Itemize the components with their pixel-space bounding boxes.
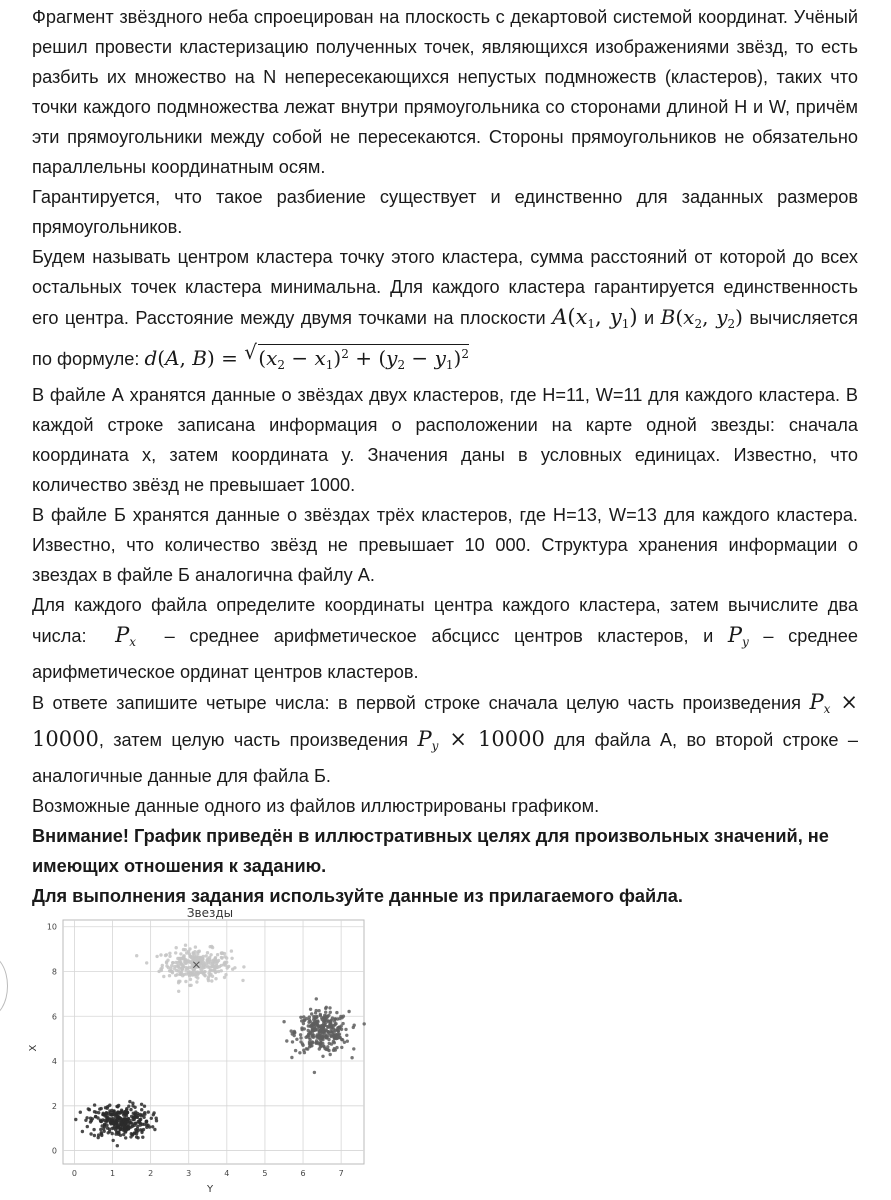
star-point <box>298 1051 301 1054</box>
star-point <box>318 1047 321 1050</box>
star-point <box>116 1110 119 1113</box>
star-point <box>316 1033 319 1036</box>
star-point <box>307 1029 310 1032</box>
star-point <box>128 1126 131 1129</box>
star-point <box>184 980 187 983</box>
star-point <box>335 1011 338 1014</box>
star-point <box>150 1117 153 1120</box>
star-point <box>350 1056 353 1059</box>
star-point <box>310 1012 313 1015</box>
star-point <box>319 1013 322 1016</box>
y-tick-label: 0 <box>51 1146 57 1156</box>
star-point <box>329 1011 332 1014</box>
star-point <box>323 1014 326 1017</box>
star-point <box>325 1006 328 1009</box>
star-point <box>145 961 148 964</box>
star-point <box>324 1021 327 1024</box>
paragraph-8: Возможные данные одного из файлов иллюстрированы графиком. <box>32 796 600 816</box>
star-point <box>340 1028 343 1031</box>
star-point <box>331 1016 334 1019</box>
star-point <box>290 1029 293 1032</box>
x-tick-label: 1 <box>109 1169 116 1178</box>
px-symbol: $P_x$ <box>115 623 137 649</box>
star-point <box>151 1125 154 1128</box>
star-point <box>112 1127 115 1130</box>
star-point <box>205 954 208 957</box>
star-point <box>329 1027 332 1030</box>
star-point <box>147 1110 150 1113</box>
star-point <box>97 1111 100 1114</box>
x-tick-label: 6 <box>300 1169 306 1178</box>
star-point <box>129 1108 132 1111</box>
star-point <box>317 1009 320 1012</box>
star-point <box>152 1111 155 1114</box>
star-point <box>86 1125 89 1128</box>
star-point <box>293 1034 296 1037</box>
instruction-note: Для выполнения задания используйте данные из прилагаемого файла. <box>32 886 683 906</box>
star-point <box>179 952 182 955</box>
star-point <box>143 1105 146 1108</box>
star-point <box>188 966 191 969</box>
star-point <box>189 978 192 981</box>
star-point <box>322 1025 325 1028</box>
star-point <box>330 1030 333 1033</box>
star-point <box>194 945 197 948</box>
star-point <box>299 1036 302 1039</box>
star-point <box>170 964 173 967</box>
star-point <box>211 975 214 978</box>
star-point <box>326 1048 329 1051</box>
star-point <box>225 956 228 959</box>
star-point <box>226 966 229 969</box>
star-point <box>285 1039 288 1042</box>
star-point <box>116 1144 119 1147</box>
chart-svg <box>26 902 371 1194</box>
star-point <box>84 1119 87 1122</box>
star-point <box>184 958 187 961</box>
x-tick-label: 3 <box>186 1169 192 1178</box>
star-point <box>214 977 217 980</box>
star-point <box>316 1041 319 1044</box>
scatter-chart <box>26 902 371 1194</box>
star-point <box>206 951 209 954</box>
py-product: $P_y \times 10000$ <box>417 727 545 753</box>
star-point <box>178 980 181 983</box>
star-point <box>135 1135 138 1138</box>
star-point <box>92 1128 95 1131</box>
star-point <box>148 1125 151 1128</box>
star-point <box>187 971 190 974</box>
y-tick-label: 10 <box>46 922 57 932</box>
star-point <box>123 1116 126 1119</box>
star-point <box>112 1139 115 1142</box>
star-point <box>178 960 181 963</box>
star-point <box>206 977 209 980</box>
star-point <box>135 954 138 957</box>
star-point <box>295 1038 298 1041</box>
star-point <box>93 1103 96 1106</box>
formula-label: вычисляется по формуле: <box>32 308 858 369</box>
star-point <box>160 966 163 969</box>
star-point <box>184 948 187 951</box>
star-point <box>201 956 204 959</box>
star-point <box>346 1040 349 1043</box>
star-point <box>294 1049 297 1052</box>
star-point <box>345 1034 348 1037</box>
star-point <box>145 1120 148 1123</box>
star-point <box>125 1107 128 1110</box>
star-point <box>340 1046 343 1049</box>
star-point <box>138 1118 141 1121</box>
star-point <box>335 1034 338 1037</box>
star-point <box>74 1118 77 1121</box>
star-point <box>311 1029 314 1032</box>
star-point <box>230 949 233 952</box>
star-point <box>202 966 205 969</box>
star-point <box>242 965 245 968</box>
star-point <box>100 1107 103 1110</box>
star-point <box>119 1134 122 1137</box>
star-point <box>87 1107 90 1110</box>
star-point <box>139 1121 142 1124</box>
star-point <box>120 1109 123 1112</box>
star-point <box>96 1116 99 1119</box>
star-point <box>311 1032 314 1035</box>
star-point <box>159 953 162 956</box>
star-point <box>173 967 176 970</box>
star-point <box>212 964 215 967</box>
star-point <box>162 975 165 978</box>
point-a-formula: $A(x_1$, $y_1$) <box>552 305 638 331</box>
star-point <box>352 1026 355 1029</box>
star-point <box>324 1028 327 1031</box>
star-point <box>165 953 168 956</box>
star-point <box>93 1134 96 1137</box>
chart-x-label: Y <box>206 1184 214 1194</box>
star-point <box>182 973 185 976</box>
star-point <box>203 974 206 977</box>
star-point <box>106 1119 109 1122</box>
paragraph-3-text: Будем называть центром кластера точку этого кластера, сумма расстояний от которой до всех остальных точек кластера минимальна. Для каждого кластера гарантируется единственность его центра. Расстояние между двумя точками на плоскости <box>32 247 858 328</box>
star-point <box>340 1038 343 1041</box>
chart-y-label: X <box>28 1044 39 1052</box>
star-point <box>308 1042 311 1045</box>
star-point <box>223 976 226 979</box>
star-point <box>107 1131 110 1134</box>
star-point <box>170 970 173 973</box>
star-point <box>332 1049 335 1052</box>
star-point <box>178 957 181 960</box>
paragraph-6: Для каждого файла определите координаты центра каждого кластера, затем вычислите два числа: $P_x$ – среднее арифметическое абсцисс центров кластеров, и $P_y$ – среднее арифметическое ординат центров кластеров. <box>32 595 858 682</box>
star-point <box>188 984 191 987</box>
star-point <box>307 1021 310 1024</box>
x-tick-label: 0 <box>71 1169 77 1178</box>
star-point <box>174 961 177 964</box>
y-tick-label: 2 <box>51 1101 57 1111</box>
star-point <box>196 976 199 979</box>
star-point <box>223 962 226 965</box>
distance-formula: d(A, B) = √ $(x_2 - x_1)^2 + (y_2 - y_1)^2$ <box>144 340 469 372</box>
star-point <box>190 956 193 959</box>
star-point <box>347 1010 350 1013</box>
star-point <box>197 956 200 959</box>
star-point <box>299 1016 302 1019</box>
star-point <box>181 957 184 960</box>
star-point <box>89 1117 92 1120</box>
star-point <box>142 1116 145 1119</box>
star-point <box>143 1111 146 1114</box>
star-point <box>211 960 214 963</box>
star-point <box>99 1128 102 1131</box>
star-point <box>293 1030 296 1033</box>
star-point <box>327 1038 330 1041</box>
paragraph-3 <box>32 242 858 380</box>
star-point <box>332 1024 335 1027</box>
chart-title: Звезды <box>186 906 234 920</box>
star-point <box>299 1033 302 1036</box>
star-point <box>315 1009 318 1012</box>
star-point <box>115 1105 118 1108</box>
star-point <box>111 1118 114 1121</box>
star-point <box>195 980 198 983</box>
star-point <box>101 1124 104 1127</box>
star-point <box>165 964 168 967</box>
star-point <box>168 952 171 955</box>
star-point <box>126 1120 129 1123</box>
star-point <box>290 1056 293 1059</box>
x-tick-label: 2 <box>148 1169 154 1178</box>
star-point <box>118 1116 121 1119</box>
star-point <box>155 955 158 958</box>
star-point <box>338 1017 341 1020</box>
star-point <box>141 1136 144 1139</box>
star-point <box>218 965 221 968</box>
star-point <box>140 1103 143 1106</box>
margin-circle <box>0 955 8 1017</box>
star-point <box>100 1132 103 1135</box>
star-point <box>363 1022 366 1025</box>
py-symbol: $P_y$ <box>727 623 749 649</box>
star-point <box>202 962 205 965</box>
star-point <box>315 997 318 1000</box>
star-point <box>168 974 171 977</box>
star-point <box>233 966 236 969</box>
star-point <box>188 974 191 977</box>
star-point <box>203 970 206 973</box>
star-point <box>128 1100 131 1103</box>
star-point <box>180 971 183 974</box>
star-point <box>301 1044 304 1047</box>
star-point <box>328 1042 331 1045</box>
paragraph-1: Фрагмент звёздного неба спроецирован на плоскость с декартовой системой координат. Учёный решил провести кластеризацию полученных точек, являющихся изображениями звёзд, то есть разбить их множество на N непересекающихся непустых подмножеств (кластеров), таких что точки каждого подмножества лежат внутри прямоугольника со сторонами длиной H и W, причём эти прямоугольники между собой не пересекаются. Стороны прямоугольников не обязательно параллельны координатным осям. <box>32 7 858 177</box>
star-point <box>165 960 168 963</box>
point-b-formula: $B(x_2$, $y_2$) <box>660 305 743 331</box>
star-point <box>192 952 195 955</box>
star-point <box>175 946 178 949</box>
star-point <box>208 969 211 972</box>
star-point <box>130 1121 133 1124</box>
star-point <box>344 1028 347 1031</box>
star-point <box>127 1117 130 1120</box>
star-point <box>133 1106 136 1109</box>
star-point <box>184 962 187 965</box>
star-point <box>171 961 174 964</box>
star-point <box>132 1112 135 1115</box>
paragraph-2: Гарантируется, что такое разбиение существует и единственно для заданных размеров прямоугольников. <box>32 187 858 237</box>
star-point <box>230 957 233 960</box>
x-tick-label: 4 <box>224 1169 230 1178</box>
star-point <box>182 954 185 957</box>
star-point <box>135 1129 138 1132</box>
star-point <box>326 1025 329 1028</box>
star-point <box>291 1040 294 1043</box>
star-point <box>309 1024 312 1027</box>
star-point <box>321 1028 324 1031</box>
star-point <box>241 979 244 982</box>
star-point <box>309 1008 312 1011</box>
star-point <box>155 1117 158 1120</box>
star-point <box>313 1017 316 1020</box>
star-point <box>108 1104 111 1107</box>
star-point <box>207 966 210 969</box>
star-point <box>216 953 219 956</box>
star-point <box>133 1116 136 1119</box>
x-tick-label: 7 <box>338 1169 344 1178</box>
star-point <box>134 1122 137 1125</box>
star-point <box>302 1019 305 1022</box>
star-point <box>299 1040 302 1043</box>
star-point <box>329 1053 332 1056</box>
star-point <box>303 1027 306 1030</box>
star-point <box>89 1120 92 1123</box>
star-point <box>192 972 195 975</box>
star-point <box>109 1113 112 1116</box>
star-point <box>318 1037 321 1040</box>
x-tick-label: 5 <box>262 1169 268 1178</box>
star-point <box>181 967 184 970</box>
star-point <box>177 964 180 967</box>
star-point <box>176 973 179 976</box>
star-point <box>324 1036 327 1039</box>
star-point <box>313 1071 316 1074</box>
star-point <box>214 970 217 973</box>
star-point <box>81 1130 84 1133</box>
star-point <box>168 955 171 958</box>
star-point <box>140 1108 143 1111</box>
star-point <box>303 1051 306 1054</box>
star-point <box>105 1124 108 1127</box>
star-point <box>111 1132 114 1135</box>
star-point <box>187 950 190 953</box>
star-point <box>198 950 201 953</box>
star-point <box>320 1016 323 1019</box>
star-point <box>117 1124 120 1127</box>
star-point <box>153 1128 156 1131</box>
star-point <box>313 1022 316 1025</box>
star-point <box>140 1129 143 1132</box>
star-point <box>122 1133 125 1136</box>
star-point <box>79 1111 82 1114</box>
star-point <box>208 958 211 961</box>
star-point <box>210 979 213 982</box>
y-tick-label: 4 <box>51 1057 57 1067</box>
y-tick-label: 8 <box>51 967 57 977</box>
star-point <box>199 966 202 969</box>
star-point <box>220 956 223 959</box>
star-point <box>111 1121 114 1124</box>
attention-note: Внимание! График приведён в иллюстративных целях для произвольных значений, не имеющих отношения к заданию. <box>32 826 829 876</box>
y-tick-label: 6 <box>51 1012 57 1022</box>
star-point <box>211 946 214 949</box>
star-point <box>108 1128 111 1131</box>
star-point <box>306 1035 309 1038</box>
star-point <box>216 960 219 963</box>
star-point <box>121 1128 124 1131</box>
star-point <box>124 1136 127 1139</box>
task-text <box>32 2 858 911</box>
star-point <box>89 1132 92 1135</box>
star-point <box>140 1114 143 1117</box>
star-point <box>106 1107 109 1110</box>
star-point <box>329 1022 332 1025</box>
star-point <box>124 1110 127 1113</box>
star-point <box>200 971 203 974</box>
star-point <box>282 1020 285 1023</box>
star-point <box>184 944 187 947</box>
star-point <box>321 1055 324 1058</box>
star-point <box>174 951 177 954</box>
star-point <box>102 1113 105 1116</box>
paragraph-4: В файле А хранятся данные о звёздах двух кластеров, где H=11, W=11 для каждого кластера. В каждой строке записана информация о расположении на карте одной звезды: сначала координата x, затем координата y. Значения даны в условных единицах. Известно, что количество звёзд не превышает 1000. <box>32 385 858 495</box>
star-point <box>317 1025 320 1028</box>
star-point <box>177 990 180 993</box>
paragraph-5: В файле Б хранятся данные о звёздах трёх кластеров, где H=13, W=13 для каждого кластера. Известно, что количество звёзд не превышает 10 000. Структура хранения информации о звездах в файле Б аналогична файлу А. <box>32 505 858 585</box>
star-point <box>196 973 199 976</box>
star-point <box>131 1133 134 1136</box>
star-point <box>305 1047 308 1050</box>
star-point <box>327 1014 330 1017</box>
star-point <box>335 1046 338 1049</box>
and-word: и <box>644 308 655 328</box>
star-point <box>322 1045 325 1048</box>
star-point <box>319 1041 322 1044</box>
star-point <box>328 1006 331 1009</box>
star-point <box>352 1047 355 1050</box>
star-point <box>302 1015 305 1018</box>
star-point <box>97 1136 100 1139</box>
px-product: $P_x \times 10000$ <box>32 690 858 751</box>
star-point <box>220 951 223 954</box>
paragraph-7: В ответе запишите четыре числа: в первой строке сначала целую часть произведения $P_x \times 10000$, затем целую часть произведения $P_y \times 10000$ для файла А, во второй строке – аналогичные данные для файла Б. <box>32 690 859 786</box>
star-point <box>114 1117 117 1120</box>
star-point <box>343 1041 346 1044</box>
star-point <box>324 1011 327 1014</box>
